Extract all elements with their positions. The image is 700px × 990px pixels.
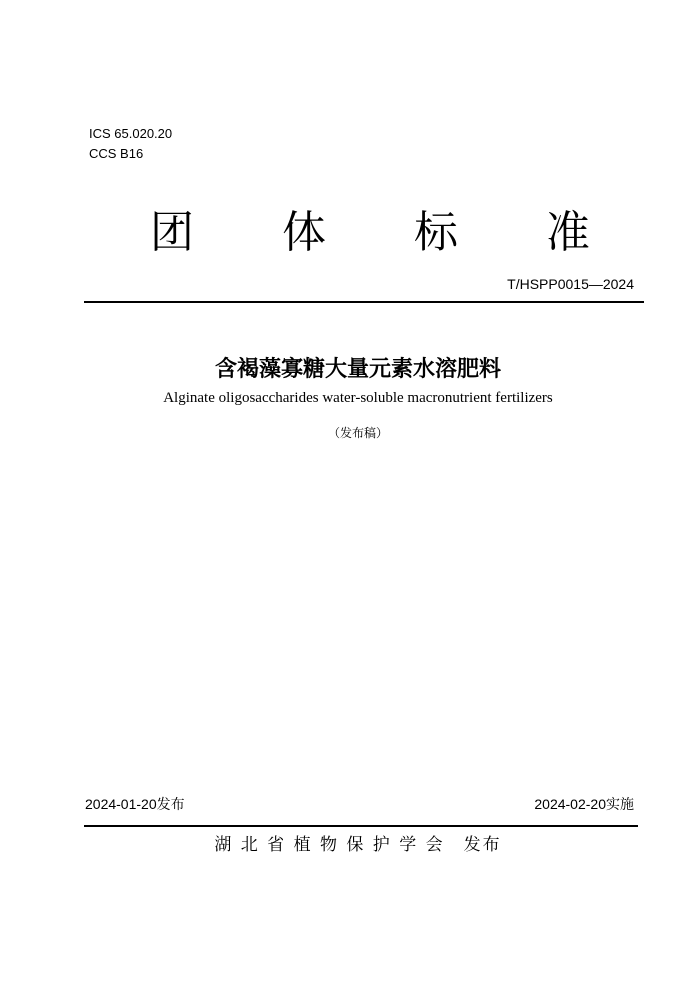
standard-type-char: 体 [282, 207, 326, 258]
top-divider [84, 301, 644, 303]
publisher: 湖 北 省 植 物 保 护 学 会 发布 [214, 835, 502, 855]
standard-number: T/HSPP0015—2024 [507, 276, 634, 292]
ccs-code: CCS B16 [89, 146, 144, 161]
standard-type-char: 准 [546, 207, 590, 258]
standard-type-title [150, 205, 590, 261]
standard-type-char: 团 [150, 207, 194, 258]
ics-code: ICS 65.020.20 [89, 126, 173, 141]
issue-date: 2024-01-20发布 [85, 796, 185, 812]
english-title: Alginate oligosaccharides water-soluble macronutrient fertilizers [163, 390, 553, 406]
chinese-title: 含褐藻寡糖大量元素水溶肥料 [214, 357, 501, 382]
standard-type-char: 标 [414, 207, 458, 258]
bottom-divider [84, 825, 638, 827]
implementation-date: 2024-02-20实施 [534, 796, 634, 812]
draft-status-label: （发布稿） [327, 426, 388, 440]
